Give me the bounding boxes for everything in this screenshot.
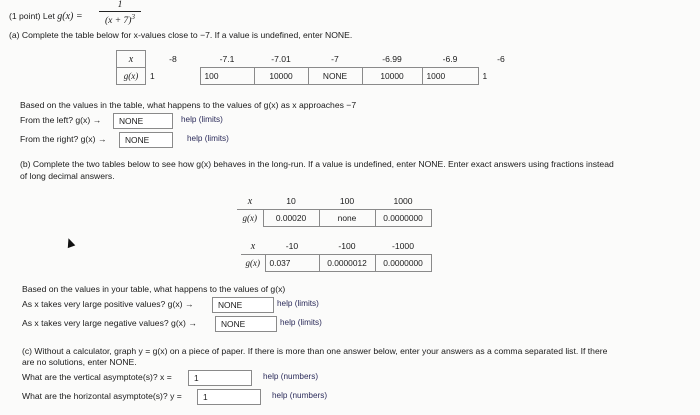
function-fraction xyxy=(99,0,141,26)
table-row-x xyxy=(241,238,431,255)
part-a-instructions: (a) Complete the table below for x-values close to −7. If a value is undefined, enter NONE. xyxy=(9,30,353,40)
negative-limit-label: As x takes very large negative values? g(x) → xyxy=(22,318,197,328)
x-cell: -7.1 xyxy=(219,53,235,64)
g-input[interactable]: 100 xyxy=(200,68,254,85)
mouse-cursor-icon xyxy=(65,237,76,248)
x-cell: -8 xyxy=(169,54,177,64)
right-limit-input[interactable]: NONE xyxy=(119,132,173,148)
help-numbers-link[interactable]: help (numbers) xyxy=(272,391,328,400)
g-input[interactable]: NONE xyxy=(308,68,362,85)
horizontal-asymptote-label: What are the horizontal asymptote(s)? y = xyxy=(22,391,182,401)
x-cell: -7.01 xyxy=(271,53,291,64)
g-input[interactable]: 1 xyxy=(482,71,488,81)
points-prefix: (1 point) Let xyxy=(9,11,55,21)
x-header: x xyxy=(117,51,146,68)
part-a-question: Based on the values in the table, what happens to the values of g(x) as x approaches −7 xyxy=(20,100,357,110)
left-limit-input[interactable]: NONE xyxy=(113,113,173,129)
fraction-numerator: 1 xyxy=(117,0,123,10)
negative-limit-input[interactable]: NONE xyxy=(215,316,277,332)
help-limits-link[interactable]: help (limits) xyxy=(277,299,319,308)
part-b-table-positive xyxy=(237,193,432,227)
table-row-g xyxy=(241,255,431,272)
g-input[interactable]: 0.0000012 xyxy=(319,255,375,272)
vertical-asymptote-label: What are the vertical asymptote(s)? x = xyxy=(22,372,172,382)
part-b-question: Based on the values in your table, what happens to the values of g(x) xyxy=(22,284,286,294)
horizontal-asymptote-input[interactable]: 1 xyxy=(197,389,261,405)
part-b-instructions: (b) Complete the two tables below to see how g(x) behaves in the long-run. If a value is undefined, enter NONE. Enter exact answers using fractions instead xyxy=(20,159,614,169)
fraction-exponent: 3 xyxy=(131,13,135,21)
part-a-table xyxy=(116,50,525,85)
g-input[interactable]: none xyxy=(319,210,375,227)
help-numbers-link[interactable]: help (numbers) xyxy=(263,372,319,381)
x-cell: -100 xyxy=(338,241,356,251)
table-row-x xyxy=(117,51,525,68)
x-header: x xyxy=(247,195,253,207)
positive-limit-input[interactable]: NONE xyxy=(212,297,274,313)
x-cell: -1000 xyxy=(392,241,414,251)
positive-limit-label: As x takes very large positive values? g(x) → xyxy=(22,299,194,309)
x-cell: -7 xyxy=(331,53,339,64)
g-header: g(x) xyxy=(117,68,146,85)
table-row-g xyxy=(237,210,431,227)
left-limit-label: From the left? g(x) → xyxy=(20,115,102,125)
x-cell: -6 xyxy=(497,54,505,64)
x-cell: -6.9 xyxy=(442,53,458,64)
right-limit-label: From the right? g(x) → xyxy=(20,134,107,144)
g-input[interactable]: 10000 xyxy=(254,68,308,85)
x-cell: -10 xyxy=(285,241,299,251)
vertical-asymptote-input[interactable]: 1 xyxy=(188,370,252,386)
fraction-denominator: (x + 7) xyxy=(105,16,132,27)
g-header: g(x) xyxy=(237,210,263,227)
part-b-table-negative xyxy=(241,238,432,272)
g-input[interactable]: 1 xyxy=(150,71,155,81)
help-limits-link[interactable]: help (limits) xyxy=(181,115,223,124)
help-limits-link[interactable]: help (limits) xyxy=(280,318,322,327)
x-cell: 10 xyxy=(286,196,296,206)
g-input[interactable]: 0.00020 xyxy=(263,210,319,227)
g-input[interactable]: 1000 xyxy=(422,68,478,85)
g-input[interactable]: 0.037 xyxy=(265,255,319,272)
table-row-x xyxy=(237,193,431,210)
part-c-instructions: (c) Without a calculator, graph y = g(x) on a piece of paper. If there is more than one answer below, enter your answers as a comma separated list. If there xyxy=(22,346,608,356)
x-cell: 100 xyxy=(339,196,355,206)
g-input[interactable]: 0.0000000 xyxy=(375,210,431,227)
g-input[interactable]: 10000 xyxy=(362,68,422,85)
problem-header xyxy=(9,11,83,22)
x-header: x xyxy=(250,240,256,252)
help-limits-link[interactable]: help (limits) xyxy=(187,134,229,143)
x-cell: -6.99 xyxy=(382,53,402,64)
part-b-instructions-cont: of long decimal answers. xyxy=(20,171,115,181)
part-c-instructions-cont: are no solutions, enter NONE. xyxy=(22,357,137,367)
table-row-g xyxy=(117,68,525,85)
g-input[interactable]: 0.0000000 xyxy=(375,255,431,272)
x-cell: 1000 xyxy=(393,196,413,206)
function-lhs: g(x) = xyxy=(57,11,83,22)
g-header: g(x) xyxy=(241,255,265,272)
